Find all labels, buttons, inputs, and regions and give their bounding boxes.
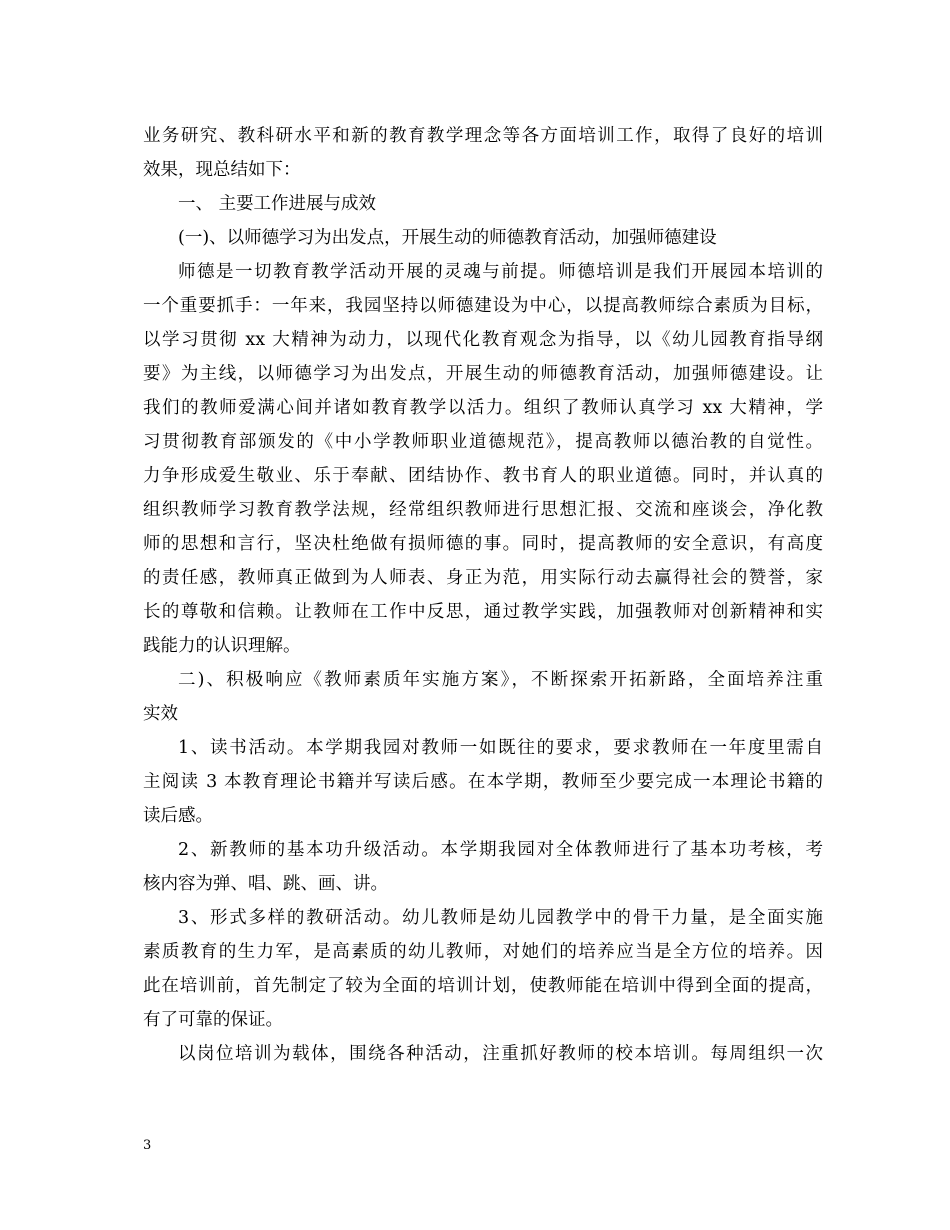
list-item-line: 此在培训前，首先制定了较为全面的培训计划，使教师能在培训中得到全面的提高， <box>143 976 823 996</box>
list-item-line: 素质教育的生力军，是高素质的幼儿教师，对她们的培养应当是全方位的培养。因 <box>143 942 823 962</box>
subsection-heading: 实效 <box>143 704 178 724</box>
subsection-heading: 二)、积极响应《教师素质年实施方案》，不断探索开拓新路，全面培养注重 <box>178 670 823 690</box>
paragraph-line: 一个重要抓手：一年来，我园坚持以师德建设为中心，以提高教师综合素质为目标， <box>143 296 823 316</box>
list-item-line: 读后感。 <box>143 806 213 826</box>
list-item-line: 核内容为弹、唱、跳、画、讲。 <box>143 874 388 894</box>
paragraph-line: 践能力的认识理解。 <box>143 636 301 656</box>
paragraph-line: 以岗位培训为载体，围绕各种活动，注重抓好教师的校本培训。每周组织一次 <box>178 1044 823 1064</box>
paragraph-line: 的责任感，教师真正做到为人师表、身正为范，用实际行动去赢得社会的赞誉，家 <box>143 568 823 588</box>
document-body <box>143 119 823 1071</box>
paragraph-line: 组织教师学习教育教学法规，经常组织教师进行思想汇报、交流和座谈会，净化教 <box>143 500 823 520</box>
subsection-heading: (一)、以师德学习为出发点，开展生动的师德教育活动，加强师德建设 <box>178 228 717 248</box>
list-item-line: 有了可靠的保证。 <box>143 1010 283 1030</box>
text-line: 效果，现总结如下： <box>143 160 301 180</box>
paragraph-line: 力争形成爱生敬业、乐于奉献、团结协作、教书育人的职业道德。同时，并认真的 <box>143 466 823 486</box>
page-number: 3 <box>143 1138 152 1153</box>
paragraph-line: 要》为主线，以师德学习为出发点，开展生动的师德教育活动，加强师德建设。让 <box>143 364 823 384</box>
list-item-line: 1、读书活动。本学期我园对教师一如既往的要求，要求教师在一年度里需自 <box>178 738 823 758</box>
paragraph-line: 师德是一切教育教学活动开展的灵魂与前提。师德培训是我们开展园本培训的 <box>178 262 823 282</box>
paragraph-line: 我们的教师爱满心间并诸如教育教学以活力。组织了教师认真学习 xx 大精神，学 <box>143 398 823 418</box>
list-item-line: 3、形式多样的教研活动。幼儿教师是幼儿园教学中的骨干力量，是全面实施 <box>178 908 823 928</box>
paragraph-line: 长的尊敬和信赖。让教师在工作中反思，通过教学实践，加强教师对创新精神和实 <box>143 602 823 622</box>
list-item-line: 2、新教师的基本功升级活动。本学期我园对全体教师进行了基本功考核，考 <box>178 840 823 860</box>
text-line: 业务研究、教科研水平和新的教育教学理念等各方面培训工作，取得了良好的培训 <box>143 126 823 146</box>
list-item-line: 主阅读 3 本教育理论书籍并写读后感。在本学期，教师至少要完成一本理论书籍的 <box>143 772 823 792</box>
paragraph-line: 师的思想和言行，坚决杜绝做有损师德的事。同时，提高教师的安全意识，有高度 <box>143 534 823 554</box>
section-heading: 一、 主要工作进展与成效 <box>178 194 377 214</box>
paragraph-line: 习贯彻教育部颁发的《中小学教师职业道德规范》，提高教师以德治教的自觉性。 <box>143 432 823 452</box>
paragraph-line: 以学习贯彻 xx 大精神为动力，以现代化教育观念为指导，以《幼儿园教育指导纲 <box>143 330 823 350</box>
